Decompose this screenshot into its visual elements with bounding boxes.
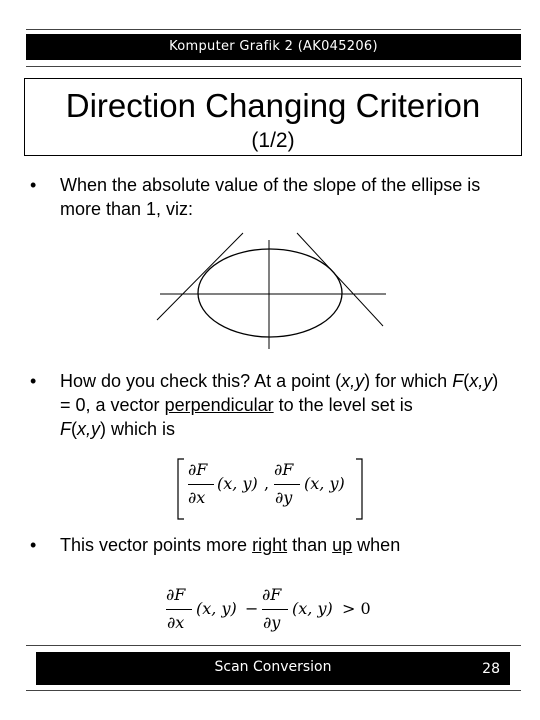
course-title: Komputer Grafik 2 (AK045206): [169, 39, 378, 54]
greater-than-zero: > 0: [342, 599, 371, 618]
partial-x-denominator: ∂x: [188, 488, 206, 507]
ellipse-diagram: [150, 228, 400, 353]
header-top-rule: [26, 29, 521, 30]
bullet-gradient-check: [30, 369, 510, 441]
perpendicular-underlined: perpendicular: [164, 395, 274, 415]
right-bracket: [354, 458, 364, 520]
bullet-direction-condition: [30, 533, 510, 557]
inequality-formula: [166, 585, 386, 643]
slide-title-box: [24, 78, 522, 156]
bullet-text: How do you check this? At a point (x,y) for which F(x,y) = 0, a vector perpendicular to the level set isF(x,y) which is: [60, 371, 499, 439]
right-underlined: right: [252, 535, 288, 555]
left-tangent-line: [157, 233, 243, 320]
fraction-bar-1: [188, 484, 214, 485]
fraction-bar-2: [274, 484, 300, 485]
fraction-bar-1: [166, 609, 192, 610]
args-1: (x, y): [196, 599, 237, 618]
slide-title: Direction Changing Criterion: [65, 87, 481, 124]
args-2: (x, y): [304, 474, 345, 493]
gradient-vector-formula: [176, 458, 366, 522]
page-number: 28: [482, 661, 500, 677]
course-header: [26, 34, 521, 60]
footer-bottom-rule: [26, 690, 521, 691]
partial-f-numerator-2: ∂F: [274, 460, 294, 479]
slide-subtitle: (1/2): [251, 129, 295, 152]
bullet-marker: •: [30, 175, 37, 195]
fraction-bar-2: [262, 609, 288, 610]
partial-y-denominator: ∂y: [263, 613, 281, 632]
partial-f-numerator-1: ∂F: [188, 460, 208, 479]
ellipse: [198, 249, 342, 337]
bullet-text: This vector points more right than up when: [60, 535, 401, 555]
partial-y-denominator: ∂y: [275, 488, 293, 507]
left-bracket: [176, 458, 186, 520]
bullet-marker: •: [30, 371, 37, 391]
minus-sign: −: [245, 599, 259, 618]
partial-x-denominator: ∂x: [167, 613, 185, 632]
footer-top-rule: [26, 645, 521, 646]
footer-section-label: Scan Conversion: [214, 659, 332, 675]
partial-f-numerator-1: ∂F: [166, 585, 186, 604]
comma: ,: [264, 474, 270, 493]
bullet-marker: •: [30, 535, 37, 555]
header-bottom-rule: [26, 66, 521, 67]
partial-f-numerator-2: ∂F: [262, 585, 282, 604]
bullet-text: When the absolute value of the slope of the ellipse is more than 1, viz:: [60, 175, 481, 219]
up-underlined: up: [332, 535, 353, 555]
args-1: (x, y): [217, 474, 258, 493]
footer-bar: [36, 652, 510, 685]
bullet-slope-condition: [30, 173, 510, 221]
args-2: (x, y): [292, 599, 333, 618]
right-tangent-line: [297, 233, 383, 326]
